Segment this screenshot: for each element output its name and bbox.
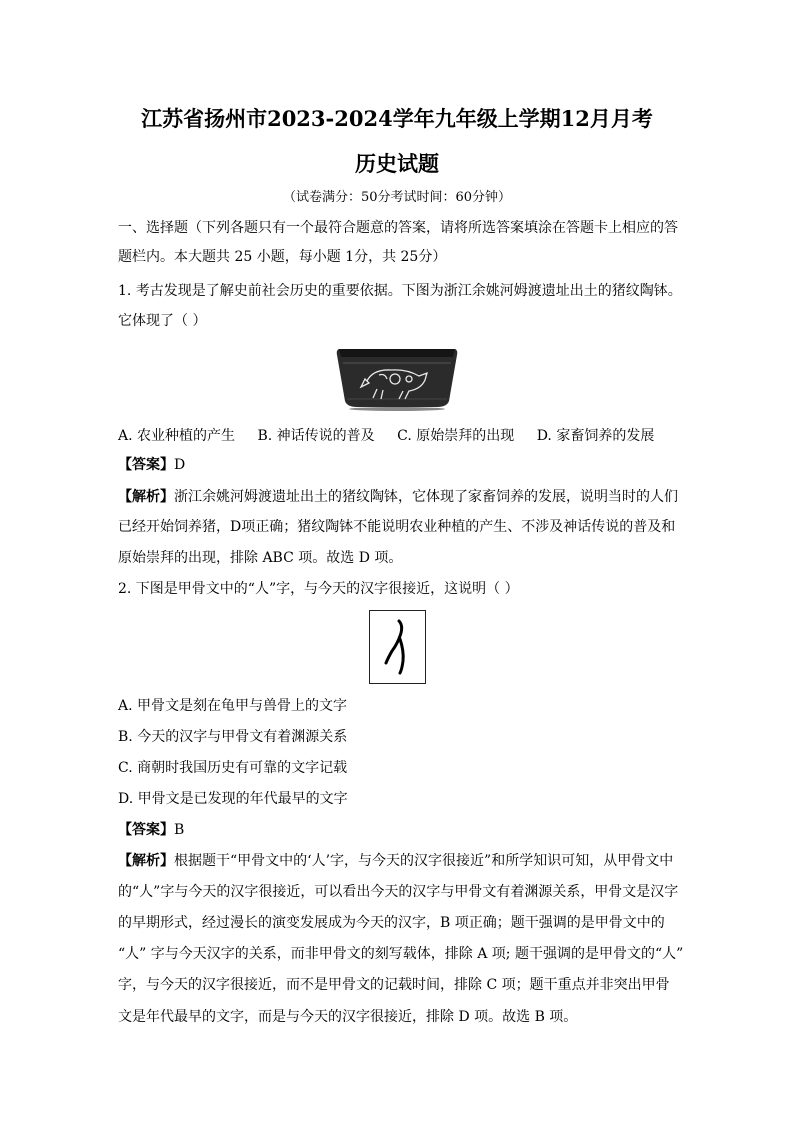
question-2-stem: 2. 下图是甲骨文中的“人”字，与今天的汉字很接近，这说明（ ） bbox=[118, 581, 519, 597]
question-2-option-a: A. 甲骨文是刻在龟甲与兽骨上的文字 bbox=[118, 698, 348, 714]
question-1-analysis-line-2: 已经开始饲养猪，D项正确；猪纹陶钵不能说明农业种植的产生、不涉及神话传说的普及和 bbox=[118, 519, 676, 535]
document-title: 江苏省扬州市2023-2024学年九年级上学期12月月考 bbox=[141, 106, 653, 131]
question-2-analysis-line-3: 的早期形式，经过漫长的演变发展成为今天的汉字，B 项正确；题干强调的是甲骨文中的 bbox=[118, 915, 665, 931]
question-2-option-d: D. 甲骨文是已发现的年代最早的文字 bbox=[118, 791, 348, 807]
question-2-analysis-line-5: 字，与今天的汉字很接近，而不是甲骨文的记载时间，排除 C 项；题干重点并非突出甲骨 bbox=[118, 977, 670, 993]
question-2-option-b: B. 今天的汉字与甲骨文有着渊源关系 bbox=[118, 729, 348, 745]
pig-pattern-pottery-image bbox=[333, 343, 461, 411]
answer-tag: 【答案】 bbox=[118, 457, 174, 473]
question-1-option-b: B. 神话传说的普及 bbox=[257, 428, 375, 444]
question-2-answer bbox=[118, 821, 184, 839]
section-instructions-line-1: 一、选择题（下列各题只有一个最符合题意的答案，请将所选答案填涂在答题卡上相应的答 bbox=[118, 220, 678, 236]
analysis-tag: 【解析】 bbox=[118, 489, 174, 505]
analysis-text: 根据题干“甲骨文中的‘人’字，与今天的汉字很接近”和所学知识可知，从甲骨文中 bbox=[174, 853, 674, 869]
question-1-answer bbox=[118, 456, 185, 474]
analysis-text: 浙江余姚河姆渡遗址出土的猪纹陶钵，它体现了家畜饲养的发展，说明当时的人们 bbox=[174, 489, 678, 505]
question-1-option-c: C. 原始崇拜的出现 bbox=[397, 428, 515, 444]
question-2-option-c: C. 商朝时我国历史有可靠的文字记载 bbox=[118, 760, 348, 776]
oracle-bone-character-image bbox=[369, 610, 426, 684]
question-1-option-a: A. 农业种植的产生 bbox=[118, 428, 236, 444]
analysis-tag: 【解析】 bbox=[118, 853, 174, 869]
section-instructions-line-2: 题栏内。本大题共 25 小题，每小题 1分，共 25分） bbox=[118, 249, 447, 265]
document-subtitle: 历史试题 bbox=[355, 151, 439, 176]
question-2-analysis-line-1 bbox=[118, 852, 673, 870]
question-1-stem-line-1: 1. 考古发现是了解史前社会历史的重要依据。下图为浙江余姚河姆渡遗址出土的猪纹陶钵。 bbox=[118, 283, 682, 299]
question-1-stem-line-2: 它体现了（ ） bbox=[118, 313, 207, 329]
question-1-analysis-line-1 bbox=[118, 488, 678, 506]
question-2-analysis-line-4: “人” 字与今天汉字的关系，而非甲骨文的刻写载体，排除 A 项; 题干强调的是甲骨文的“人” bbox=[118, 946, 684, 962]
exam-info: （试卷满分：50分考试时间：60分钟） bbox=[282, 190, 512, 205]
question-2-analysis-line-2: 的“人”字与今天的汉字很接近，可以看出今天的汉字与甲骨文有着渊源关系，甲骨文是汉字 bbox=[118, 884, 679, 900]
answer-value: D bbox=[174, 457, 186, 473]
question-1-analysis-line-3: 原始崇拜的出现，排除 ABC 项。故选 D 项。 bbox=[118, 550, 403, 566]
question-1-option-d: D. 家畜饲养的发展 bbox=[536, 428, 655, 444]
question-1-options bbox=[118, 425, 672, 445]
answer-value: B bbox=[174, 822, 185, 838]
answer-tag: 【答案】 bbox=[118, 822, 174, 838]
question-2-analysis-line-6: 文是年代最早的文字，而是与今天的汉字很接近，排除 D 项。故选 B 项。 bbox=[118, 1009, 578, 1025]
